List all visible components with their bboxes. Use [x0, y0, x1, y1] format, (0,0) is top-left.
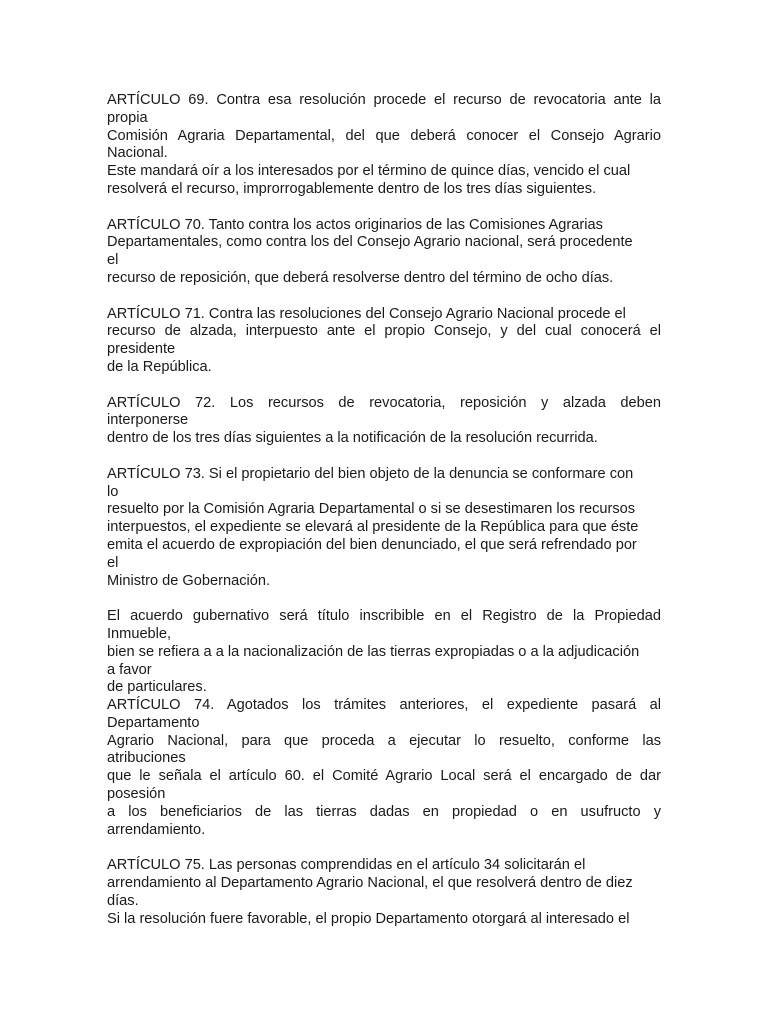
text-line: recurso de alzada, interpuesto ante el propio Consejo, y del cual conocerá el	[107, 323, 661, 340]
paragraph-art-74	[107, 697, 661, 839]
text-line: Este mandará oír a los interesados por el término de quince días, vencido el cual	[107, 163, 631, 180]
text-line: recurso de reposición, que deberá resolverse dentro del término de ocho días.	[107, 269, 614, 286]
document-body	[107, 92, 661, 928]
text-line: bien se refiera a a la nacionalización de las tierras expropiadas o a la adjudicación	[107, 643, 640, 660]
text-line: Nacional.	[107, 145, 168, 162]
text-line: lo	[107, 483, 119, 500]
text-line: el	[107, 554, 119, 571]
text-line: de particulares.	[107, 679, 207, 696]
paragraph-art-75	[107, 857, 661, 928]
text-line: de la República.	[107, 358, 212, 375]
text-line: ARTÍCULO 73. Si el propietario del bien objeto de la denuncia se conformare con	[107, 465, 634, 482]
text-line: interpuestos, el expediente se elevará al presidente de la República para que éste	[107, 519, 639, 536]
text-line: el	[107, 252, 119, 269]
text-line: a favor	[107, 661, 152, 678]
text-line: Ministro de Gobernación.	[107, 572, 271, 589]
text-line: emita el acuerdo de expropiación del bien denunciado, el que será refrendado por	[107, 536, 637, 553]
text-line: posesión	[107, 786, 166, 803]
text-line: Comisión Agraria Departamental, del que deberá conocer el Consejo Agrario	[107, 127, 661, 144]
text-line: atribuciones	[107, 750, 186, 767]
text-line: ARTÍCULO 74. Agotados los trámites anteriores, el expediente pasará al	[107, 697, 661, 714]
text-line: días.	[107, 892, 139, 909]
text-line: Inmueble,	[107, 625, 172, 642]
paragraph-art-70	[107, 217, 661, 288]
text-line: presidente	[107, 341, 176, 358]
paragraph-art-71	[107, 306, 661, 377]
text-line: que le señala el artículo 60. el Comité Agrario Local será el encargado de dar	[107, 768, 661, 785]
text-line: Departamentales, como contra los del Consejo Agrario nacional, será procedente	[107, 234, 633, 251]
text-line: arrendamiento.	[107, 821, 206, 838]
text-line: a los beneficiarios de las tierras dadas en propiedad o en usufructo y	[107, 803, 661, 820]
text-line: ARTÍCULO 75. Las personas comprendidas en el artículo 34 solicitarán el	[107, 857, 586, 874]
text-line: arrendamiento al Departamento Agrario Nacional, el que resolverá dentro de diez	[107, 875, 633, 892]
text-line: Agrario Nacional, para que proceda a ejecutar lo resuelto, conforme las	[107, 732, 661, 749]
text-line: interponerse	[107, 412, 189, 429]
text-line: ARTÍCULO 70. Tanto contra los actos originarios de las Comisiones Agrarias	[107, 216, 603, 233]
paragraph-art-72	[107, 395, 661, 448]
text-line: ARTÍCULO 72. Los recursos de revocatoria, reposición y alzada deben	[107, 394, 661, 411]
paragraph-art-73	[107, 466, 661, 591]
text-line: propia	[107, 109, 148, 126]
text-line: Si la resolución fuere favorable, el propio Departamento otorgará al interesado el	[107, 910, 630, 927]
paragraph-acuerdo-gubernativo	[107, 608, 661, 697]
text-line: dentro de los tres días siguientes a la notificación de la resolución recurrida.	[107, 430, 598, 447]
text-line: resolverá el recurso, improrrogablemente dentro de los tres días siguientes.	[107, 180, 597, 197]
text-line: ARTÍCULO 71. Contra las resoluciones del Consejo Agrario Nacional procede el	[107, 305, 626, 322]
text-line: Departamento	[107, 714, 200, 731]
text-line: resuelto por la Comisión Agraria Departamental o si se desestimaren los recursos	[107, 501, 636, 518]
text-line: El acuerdo gubernativo será título inscribible en el Registro de la Propiedad	[107, 608, 661, 625]
paragraph-art-69	[107, 92, 661, 199]
text-line: ARTÍCULO 69. Contra esa resolución procede el recurso de revocatoria ante la	[107, 92, 661, 108]
